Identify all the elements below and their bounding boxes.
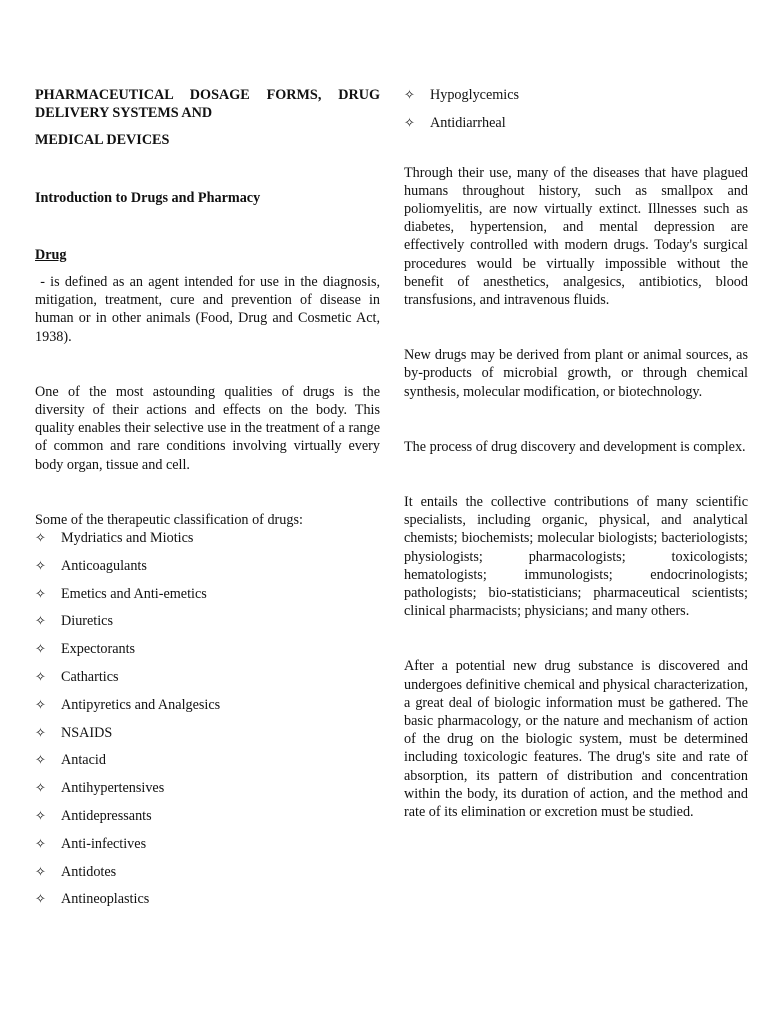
document-title-continued: MEDICAL DEVICES [35,132,170,149]
star-bullet-icon: ✧ [35,725,46,741]
star-bullet-icon: ✧ [35,809,46,825]
list-item [35,640,380,668]
discovery-process-paragraph: The process of drug discovery and development is complex. [404,438,746,455]
star-bullet-icon: ✧ [35,586,46,602]
list-item [35,612,380,640]
star-bullet-icon: ✧ [35,892,46,908]
characterization-paragraph: After a potential new drug substance is discovered and undergoes definitive chemical and physical characterization, a great deal of biologic information must be gathered. The basic pharmacology, or the nature and mechanism of action of the drug on the biologic system, must be determined including toxicologic features. The drug's site and rate of absorption, its pattern of distribution and concentration within the body, its duration of action, and the method and rate of its elimination or excretion must be studied. [404,658,748,821]
star-bullet-icon: ✧ [35,642,46,658]
star-bullet-icon: ✧ [35,614,46,630]
list-item-text: Expectorants [61,641,136,658]
list-item [404,114,748,142]
star-bullet-icon: ✧ [35,697,46,713]
qualities-paragraph: One of the most astounding qualities of drugs is the diversity of their actions and effects on the body. This quality enables their selective use in the treatment of a range of common and rare conditions involving virtually every body organ, tissue and cell. [35,383,380,473]
list-item [35,557,380,585]
list-item-text: Anti-infectives [61,835,147,852]
section-heading-introduction: Introduction to Drugs and Pharmacy [35,189,261,206]
star-bullet-icon: ✧ [35,864,46,880]
specialists-paragraph: It entails the collective contributions of many scientific specialists, including organic, physical, and analytical chemists; biochemists; molecular biologists; bacteriologists; physiologists; pharmacologists; toxicologists; hematologists; immunologists; endocrinologists; pathologists; bio-statisticians; pharmaceutical scientists; clinical pharmacists; physicians; and many others. [404,494,748,620]
list-item-text: Antidepressants [61,808,152,825]
drug-definition: - is defined as an agent intended for use in the diagnosis, mitigation, treatment, cure and prevention of disease in human or in other animals (Food, Drug and Cosmetic Act, 1938). [35,274,384,345]
list-item-text: NSAIDS [61,724,113,741]
list-item [35,696,380,724]
drug-sources-paragraph: New drugs may be derived from plant or animal sources, as by-products of microbial growth, or through chemical synthesis, molecular modification, or biotechnology. [404,347,748,400]
list-item [35,585,380,613]
right-column [404,86,748,821]
list-item-text: Emetics and Anti-emetics [61,585,207,602]
star-bullet-icon: ✧ [35,531,46,547]
list-item-text: Cathartics [61,669,119,686]
classification-list-continued [404,86,748,142]
list-item [404,86,748,114]
document-title: PHARMACEUTICAL DOSAGE FORMS, DRUG DELIVERY SYSTEMS AND [35,87,380,122]
classification-list [35,529,380,918]
list-item-text: Antidiarrheal [430,114,506,131]
list-item-text: Antacid [61,752,106,769]
list-item [35,835,380,863]
list-item-text: Antipyretics and Analgesics [61,696,221,713]
star-bullet-icon: ✧ [35,781,46,797]
list-item [35,751,380,779]
left-column [35,86,384,918]
list-item-text: Anticoagulants [61,557,147,574]
list-item-text: Hypoglycemics [430,87,520,103]
list-item-text: Antihypertensives [61,780,165,797]
list-item [35,863,380,891]
list-item [35,529,380,557]
list-item [35,890,380,918]
list-item-text: Diuretics [61,613,114,630]
list-item-text: Antidotes [61,863,117,880]
classification-intro: Some of the therapeutic classification of drugs: [35,511,303,528]
list-item-text: Antineoplastics [61,891,150,908]
subheading-drug: Drug [35,246,67,263]
star-bullet-icon: ✧ [35,836,46,852]
star-bullet-icon: ✧ [35,753,46,769]
list-item [35,807,380,835]
list-item [35,779,380,807]
history-paragraph: Through their use, many of the diseases that have plagued humans throughout history, such as smallpox and poliomyelitis, are now virtually extinct. Illnesses such as diabetes, hypertension, and mental depression are effectively controlled with modern drugs. Today's surgical procedures would be virtually impossible without the benefit of anesthetics, analgesics, antibiotics, blood transfusions, and intravenous fluids. [404,164,748,309]
list-item [35,724,380,752]
star-bullet-icon: ✧ [404,115,415,131]
list-item-text: Mydriatics and Miotics [61,530,194,547]
star-bullet-icon: ✧ [35,670,46,686]
star-bullet-icon: ✧ [35,558,46,574]
star-bullet-icon: ✧ [404,88,415,103]
list-item [35,668,380,696]
